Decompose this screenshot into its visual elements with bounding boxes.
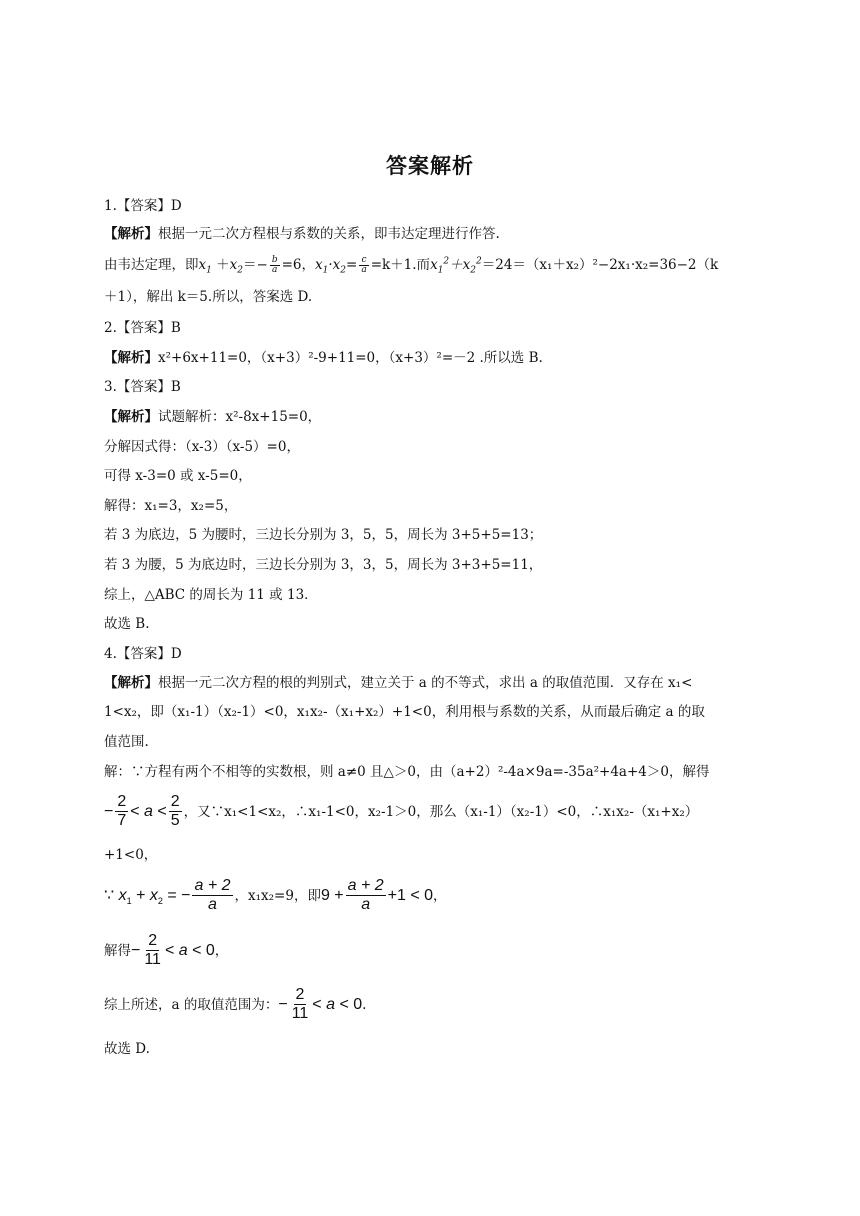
q2-analysis	[104, 349, 772, 367]
text-segment: ，	[433, 888, 447, 904]
q4-answer: 4.【答案】D	[104, 646, 182, 662]
fraction-numerator: 2	[295, 986, 305, 1004]
q3-line-summary: 综上，△ABC 的周长为 11 或 13．	[104, 587, 318, 603]
text-segment: ，x₁x₂=9，即	[234, 888, 321, 904]
fraction-2-11	[142, 932, 163, 969]
analysis-text: 根据一元二次方程根与系数的关系，即韦达定理进行作答.	[158, 226, 500, 242]
text-segment: ＝24＝（x₁＋x₂）²−2x₁·x₂=36−2（k	[481, 257, 719, 273]
page-title: 答案解析	[386, 154, 474, 178]
inequality-formula: 9 + $\frac{a + 2}{a}$ +1 < 0	[320, 877, 434, 914]
vieta-formula: ∵ $x_1 + x_2$ = − $\frac{a + 2}{a}$	[104, 877, 231, 914]
text-segment: ，	[214, 943, 229, 959]
q3-line-choice: 故选 B.	[104, 616, 150, 632]
analysis-text: 根据一元二次方程的根的判别式，建立关于 a 的不等式，求出 a 的取值范围．又存在 x₁<	[158, 675, 693, 691]
fraction-numerator: 2	[170, 793, 180, 811]
analysis-tag: 【解析】	[104, 409, 158, 425]
q4-line-solution	[104, 931, 772, 971]
q3-line-solve: 解得：x₁=3，x₂=5，	[104, 498, 238, 514]
q1-vieta-line	[104, 256, 772, 275]
q3-line-case1: 若 3 为底边，5 为腰时，三边长分别为 3，5，5，周长为 3+5+5=13；	[104, 527, 543, 543]
fraction-2-11	[290, 986, 311, 1023]
fraction-denominator: a	[361, 896, 371, 914]
q1-analysis	[104, 225, 772, 243]
text-segment: 综上所述，a 的取值范围为：	[104, 997, 279, 1013]
q4-line-discriminant: 解：∵方程有两个不相等的实数根，则 a≠0 且△＞0，由（a+2）²-4a×9a=-35a²+4a+4＞0，解得	[104, 764, 710, 780]
q1-answer: 1.【答案】D	[104, 198, 182, 214]
analysis-tag: 【解析】	[104, 350, 158, 366]
fraction-numerator: 2	[117, 793, 127, 811]
equals-sign: =	[346, 257, 358, 273]
text-segment: 由韦达定理，即	[104, 257, 199, 273]
text-segment: ，又∵x₁<1<x₂，∴x₁-1<0，x₂-1＞0，那么（x₁-1）（x₂-1）<0，∴x₁x₂-（x₁+x₂）	[183, 804, 699, 820]
text-segment: .	[362, 997, 367, 1013]
fraction-numerator: c	[361, 255, 367, 265]
q3-line-case2: 若 3 为腰，5 为底边时，三边长分别为 3，3，5，周长为 3+3+5=11，	[104, 557, 543, 573]
fraction-2-5	[169, 793, 182, 830]
q4-line-3: 值范围.	[104, 734, 149, 750]
fraction-a2-over-a	[346, 877, 386, 914]
q2-answer: 2.【答案】B	[104, 320, 181, 336]
fraction-numerator: a + 2	[347, 877, 384, 895]
inequality-formula: − $\frac{2}{11}$ < a < 0	[278, 986, 363, 1023]
fraction-a2-over-a	[192, 877, 232, 914]
text-segment: ＝−	[243, 257, 268, 273]
q4-analysis	[104, 674, 772, 692]
fraction-denominator: 5	[170, 812, 180, 830]
text-segment: =6，	[281, 257, 315, 273]
inequality-formula: − $\frac{2}{11}$ < a < 0	[131, 932, 215, 969]
q4-line-choice: 故选 D.	[104, 1041, 150, 1057]
q3-analysis	[104, 408, 772, 426]
math-x1: $x_1$	[198, 257, 212, 276]
fraction-denominator: 11	[144, 951, 161, 969]
text-segment: =k＋1.而	[370, 257, 431, 273]
math-sum-squares: $x_1^2+x_2^2$	[430, 256, 482, 276]
q3-line-cases: 可得 x-3=0 或 x-5=0，	[104, 468, 252, 484]
fraction-denominator: a	[361, 265, 367, 275]
fraction-denominator: 11	[291, 1005, 309, 1023]
text-segment: 解得	[104, 943, 131, 959]
q3-answer: 3.【答案】B	[104, 379, 181, 395]
q4-line-vieta	[104, 874, 772, 918]
fraction-numerator: b	[271, 255, 278, 265]
q4-line-range	[104, 792, 772, 832]
fraction-b-over-a	[270, 256, 280, 275]
q1-conclusion: ＋1），解出 k＝5.所以，答案选 D.	[104, 289, 313, 305]
analysis-text: x²+6x+11=0，（x+3）²-9+11=0，（x+3）²=－2 .所以选 B.	[158, 350, 543, 366]
fraction-denominator: a	[208, 896, 217, 914]
analysis-tag: 【解析】	[104, 675, 158, 691]
fraction-c-over-a	[359, 256, 368, 275]
fraction-2-7	[115, 793, 128, 830]
inequality-formula: − $\frac{2}{7}$ < a < $\frac{2}{5}$	[104, 793, 180, 830]
analysis-text: 试题解析：x²-8x+15=0，	[158, 409, 322, 425]
fraction-numerator: a + 2	[194, 877, 231, 895]
q4-line-2: 1<x₂，即（x₁-1）（x₂-1）<0，x₁x₂-（x₁+x₂）+1<0，利用根与系数的关系，从而最后确定 a 的取	[104, 704, 705, 720]
q3-line-factor: 分解因式得：（x-3）（x-5）=0，	[104, 439, 300, 455]
fraction-denominator: a	[272, 265, 278, 275]
q4-line-summary	[104, 985, 772, 1025]
fraction-numerator: 2	[148, 932, 158, 950]
math-x2: $x_2$	[229, 257, 244, 276]
plus-sign: ＋	[216, 257, 230, 273]
q4-line-6: +1<0，	[104, 847, 158, 863]
fraction-denominator: 7	[117, 812, 127, 830]
math-x1x2: $x_1\cdot x_2$	[315, 257, 346, 276]
analysis-tag: 【解析】	[104, 226, 158, 242]
